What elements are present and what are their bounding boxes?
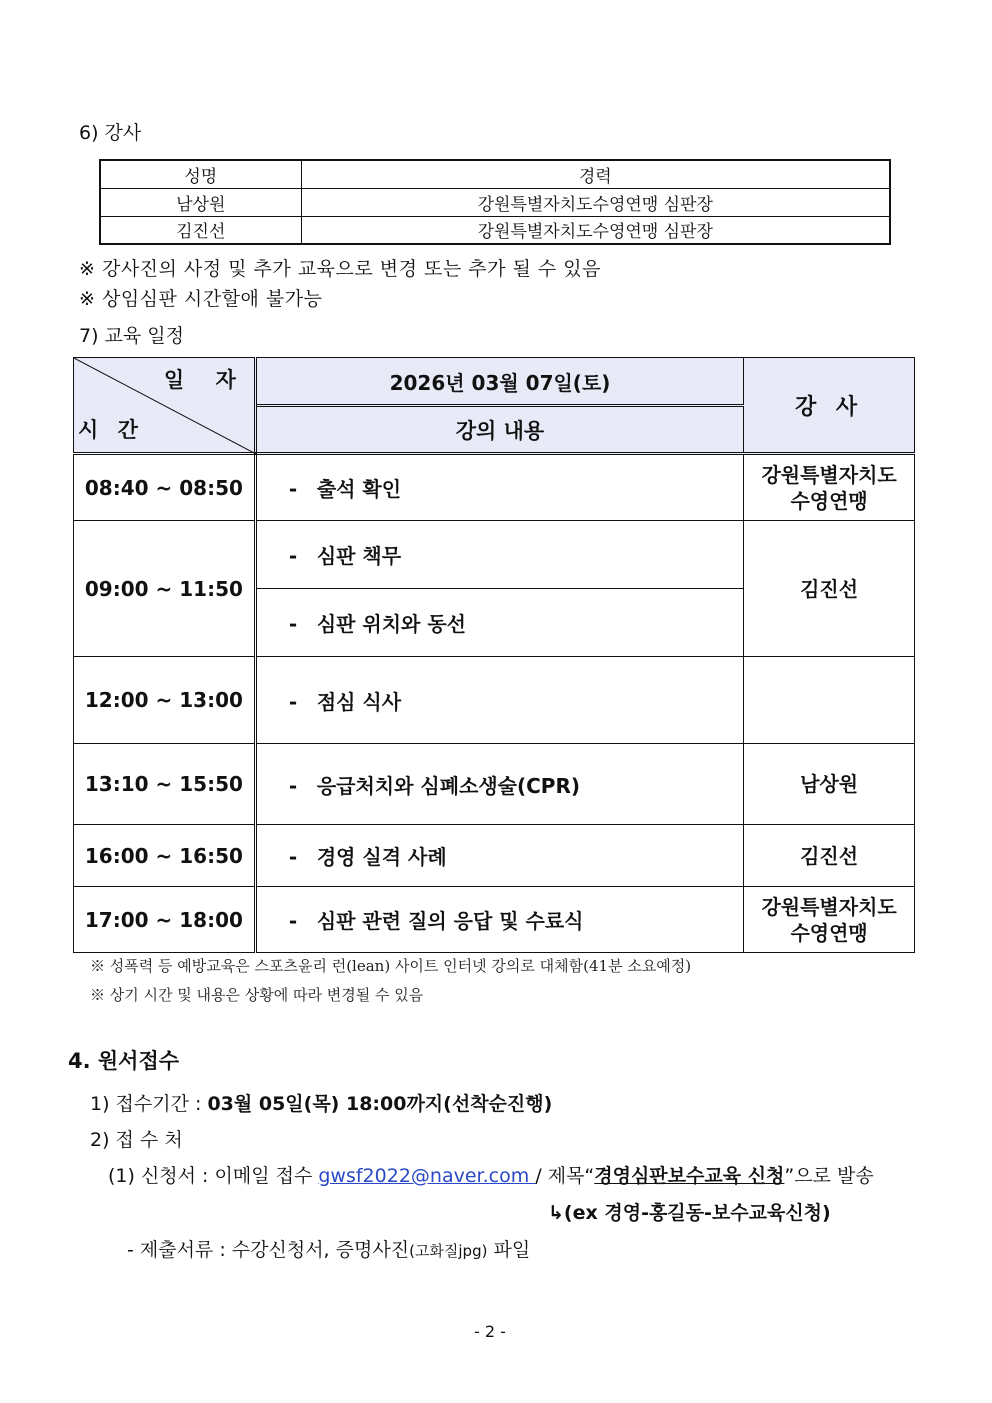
content-cell: - 경영 실격 사례 (255, 825, 743, 887)
content-item: 경영 실격 사례 (316, 845, 447, 869)
page-number: - 2 - (474, 1322, 506, 1341)
corner-date-label: 일 자 (163, 368, 248, 392)
content-header: 강의 내용 (255, 406, 743, 454)
section-7-title: 7) 교육 일정 (79, 325, 184, 347)
time-cell: 13:10 ~ 15:50 (74, 744, 256, 825)
date-header: 2026년 03월 07일(토) (255, 358, 743, 406)
content-item: 출석 확인 (316, 477, 402, 501)
instructor-cell: 김진선 (744, 521, 915, 657)
documents-small: (고화질jpg) (409, 1242, 488, 1260)
table-header-row (100, 160, 890, 188)
section-4-title: 4. 원서접수 (68, 1049, 180, 1073)
section-6-title: 6) 강사 (79, 122, 142, 144)
documents-line (127, 1235, 530, 1262)
content-cell: - 심판 관련 질의 응답 및 수료식 (255, 887, 743, 953)
corner-time-label: 시 간 (78, 418, 144, 442)
content-cell: - 점심 식사 (255, 657, 743, 744)
application-prefix: (1) 신청서 : 이메일 접수 (108, 1165, 319, 1187)
table-row (74, 825, 915, 887)
subject-suffix: ”으로 발송 (784, 1165, 874, 1187)
table-row (100, 188, 890, 216)
content-cell: - 심판 위치와 동선 (255, 589, 743, 657)
instructor-name: 남상원 (100, 188, 301, 216)
reception-label: 2) 접 수 처 (90, 1129, 183, 1151)
instructor-cell (744, 657, 915, 744)
time-cell: 17:00 ~ 18:00 (74, 887, 256, 953)
instructor-cell: 김진선 (744, 825, 915, 887)
instructor-career: 강원특별자치도수영연맹 심판장 (301, 216, 890, 244)
instructor-cell: 강원특별자치도 수영연맹 (744, 887, 915, 953)
note-prevention-education: ※ 성폭력 등 예방교육은 스포츠윤리 런(lean) 사이트 인터넷 강의로 대체함(41분 소요예정) (90, 957, 692, 975)
time-cell: 12:00 ~ 13:00 (74, 657, 256, 744)
header-career: 경력 (301, 160, 890, 188)
instructor-name: 김진선 (100, 216, 301, 244)
period-label: 1) 접수기간 : (90, 1093, 208, 1115)
email-link[interactable]: gwsf2022@naver.com (318, 1165, 536, 1187)
time-cell: 16:00 ~ 16:50 (74, 825, 256, 887)
table-row (74, 657, 915, 744)
application-line (108, 1161, 874, 1188)
note-instructor-change: ※ 강사진의 사정 및 추가 교육으로 변경 또는 추가 될 수 있음 (79, 258, 601, 280)
note-no-time: ※ 상임심판 시간할애 불가능 (79, 288, 323, 310)
application-period (90, 1089, 552, 1116)
table-row (100, 216, 890, 244)
instructor-cell: 강원특별자치도 수영연맹 (744, 454, 915, 521)
schedule-table (73, 357, 915, 953)
header-name: 성명 (100, 160, 301, 188)
content-item: 심판 관련 질의 응답 및 수료식 (316, 909, 584, 933)
time-cell: 09:00 ~ 11:50 (74, 521, 256, 657)
instructor-header: 강 사 (744, 358, 915, 454)
content-item: 점심 식사 (316, 689, 402, 714)
instructor-career: 강원특별자치도수영연맹 심판장 (301, 188, 890, 216)
time-cell: 08:40 ~ 08:50 (74, 454, 256, 521)
content-cell: - 응급처치와 심폐소생술(CPR) (255, 744, 743, 825)
corner-header-cell (74, 358, 256, 454)
content-cell: - 심판 책무 (255, 521, 743, 589)
content-item: 심판 위치와 동선 (316, 612, 466, 636)
table-row (74, 887, 915, 953)
table-row (74, 744, 915, 825)
subject-example: ↳(ex 경영-홍길동-보수교육신청) (548, 1202, 831, 1224)
content-item: 심판 책무 (316, 544, 402, 568)
documents-prefix: - 제출서류 : 수강신청서, 증명사진 (127, 1239, 410, 1261)
table-row (74, 521, 915, 589)
content-cell: - 출석 확인 (255, 454, 743, 521)
instructor-cell: 남상원 (744, 744, 915, 825)
documents-suffix: 파일 (487, 1239, 531, 1261)
instructor-table (99, 159, 891, 245)
subject-prefix: / 제목“ (535, 1165, 595, 1187)
note-schedule-change: ※ 상기 시간 및 내용은 상황에 따라 변경될 수 있음 (90, 986, 424, 1004)
email-subject: 경영심판보수교육 신청 (594, 1165, 785, 1187)
period-value: 03월 05일(목) 18:00까지(선착순진행) (207, 1093, 553, 1115)
table-row (74, 454, 915, 521)
content-item: 응급처치와 심폐소생술(CPR) (316, 773, 580, 798)
